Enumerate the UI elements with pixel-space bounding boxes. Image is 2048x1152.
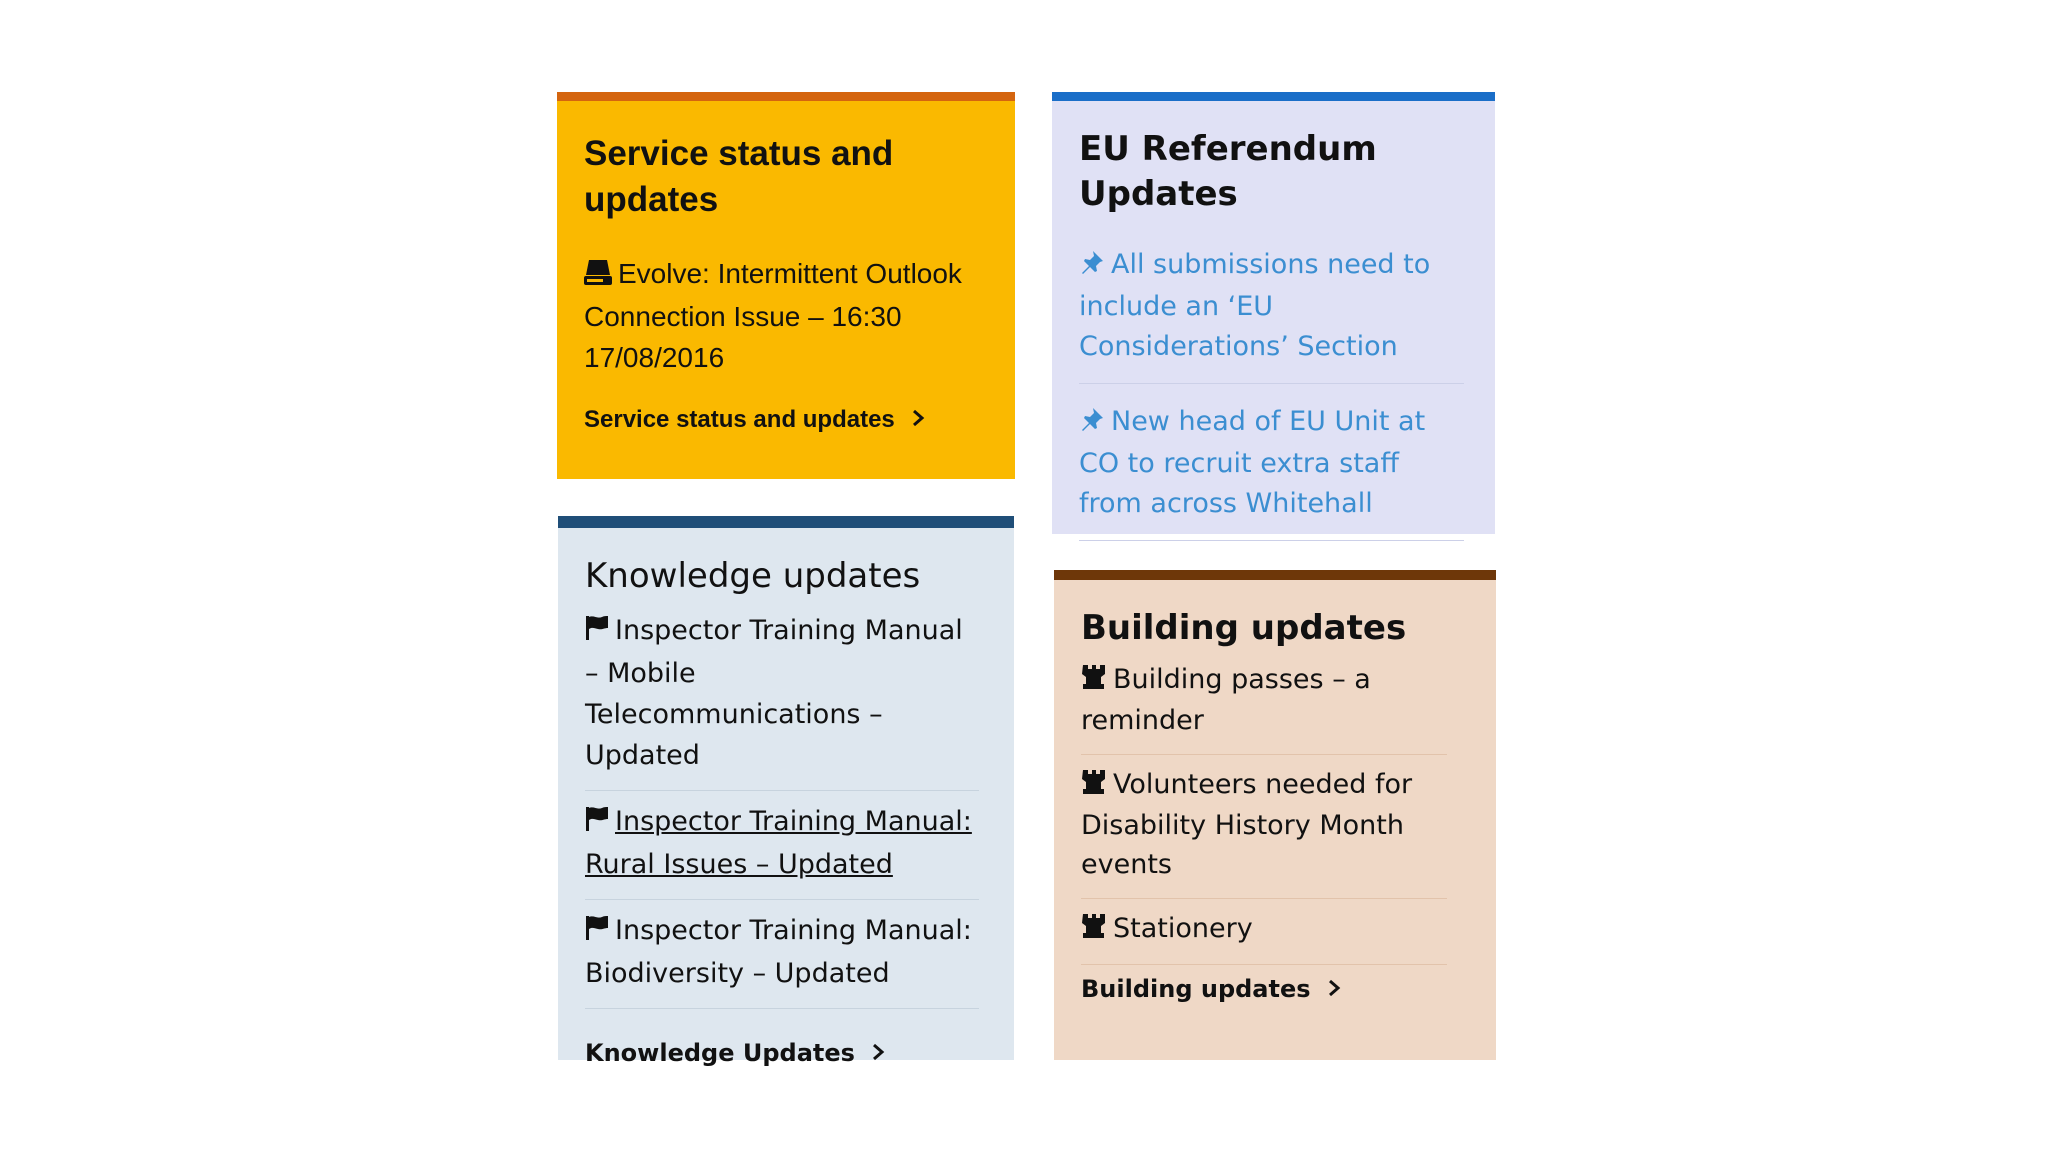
eu-referendum-card: [1052, 92, 1495, 534]
building-updates-more-label: Building updates: [1081, 975, 1311, 1003]
chevron-right-icon: [869, 1039, 887, 1067]
chevron-right-icon: [909, 406, 927, 434]
flag-icon: [585, 803, 609, 844]
knowledge-update-item[interactable]: [585, 598, 979, 791]
eu-update-item[interactable]: [1079, 384, 1464, 541]
rook-icon: [1081, 767, 1107, 806]
knowledge-update-item-label: Inspector Training Manual – Mobile Telecommunications – Updated: [585, 615, 963, 771]
knowledge-updates-more-link[interactable]: [585, 1039, 987, 1067]
building-update-item[interactable]: [1081, 755, 1447, 899]
service-status-item[interactable]: [584, 253, 988, 378]
service-status-card: [557, 92, 1015, 479]
service-status-title: Service status and updates: [584, 134, 894, 219]
service-status-item-label: Evolve: Intermittent Outlook Connection Issue – 16:30 17/08/2016: [584, 258, 962, 373]
building-update-item-label: Building passes – a reminder: [1081, 664, 1371, 736]
chevron-right-icon: [1325, 975, 1343, 1003]
knowledge-updates-more-label: Knowledge Updates: [585, 1039, 855, 1067]
knowledge-update-item-label: Inspector Training Manual: Rural Issues – Updated: [585, 806, 972, 880]
eu-referendum-title: EU Referendum Updates: [1079, 129, 1377, 214]
flag-icon: [585, 912, 609, 953]
building-updates-more-link[interactable]: [1081, 975, 1469, 1003]
rook-icon: [1081, 911, 1107, 950]
hard-drive-icon: [584, 255, 612, 296]
building-update-item-label: Volunteers needed for Disability History Month events: [1081, 769, 1413, 880]
eu-update-item[interactable]: [1079, 217, 1464, 384]
building-update-item[interactable]: [1081, 899, 1447, 965]
knowledge-update-item-label: Inspector Training Manual: Biodiversity – Updated: [585, 915, 972, 989]
building-updates-card: [1054, 570, 1496, 1060]
eu-update-item-label: All submissions need to include an ‘EU Considerations’ Section: [1079, 249, 1431, 362]
pin-icon: [1079, 247, 1105, 287]
knowledge-update-item[interactable]: [585, 791, 979, 900]
knowledge-updates-title: Knowledge updates: [585, 556, 921, 596]
building-update-item-label: Stationery: [1113, 913, 1253, 944]
building-update-item[interactable]: [1081, 650, 1447, 755]
pin-icon: [1079, 404, 1105, 444]
knowledge-update-item[interactable]: [585, 900, 979, 1009]
service-status-more-label: Service status and updates: [584, 406, 895, 433]
knowledge-updates-card: [558, 516, 1014, 1067]
rook-icon: [1081, 662, 1107, 701]
service-status-more-link[interactable]: [584, 406, 988, 434]
building-updates-title: Building updates: [1081, 608, 1407, 648]
flag-icon: [585, 612, 609, 653]
eu-update-item-label: New head of EU Unit at CO to recruit extra staff from across Whitehall: [1079, 406, 1426, 519]
